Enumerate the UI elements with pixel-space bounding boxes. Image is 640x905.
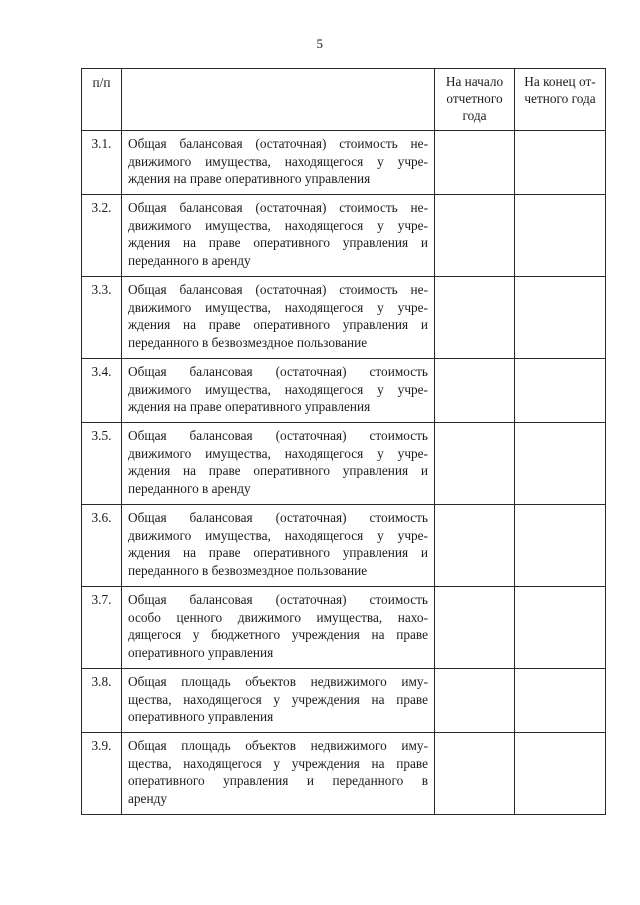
table-row (82, 733, 606, 815)
indicator-line: переданного в аренду (128, 252, 251, 268)
indicator-line: аренду (128, 790, 167, 806)
value-period-end[interactable] (515, 587, 606, 669)
indicator-line: ждения на праве оперативного управления и (128, 463, 428, 478)
indicator-line: оперативного управления и переданного в (128, 773, 428, 788)
row-number: 3.4. (82, 359, 122, 423)
indicator-line: переданного в безвозмездное пользование (128, 562, 368, 578)
value-period-start[interactable] (435, 733, 515, 815)
table-row (82, 131, 606, 195)
indicator-line: Общая площадь объектов недвижимого иму- (128, 738, 428, 753)
header-period-end (515, 69, 606, 131)
property-report-table (81, 68, 606, 815)
indicator-line: Общая балансовая (остаточная) стоимость не- (128, 200, 428, 215)
indicator-line: ждения на праве оперативного управления (128, 399, 371, 414)
row-indicator (122, 505, 435, 587)
row-number: 3.7. (82, 587, 122, 669)
value-period-start[interactable] (435, 587, 515, 669)
row-indicator (122, 587, 435, 669)
value-period-end[interactable] (515, 423, 606, 505)
value-period-end[interactable] (515, 131, 606, 195)
indicator-line: Общая балансовая (остаточная) стоимость (128, 364, 428, 379)
row-indicator (122, 195, 435, 277)
value-period-start[interactable] (435, 669, 515, 733)
indicator-line: движимого имущества, находящегося у учре- (128, 153, 428, 169)
indicator-line: Общая площадь объектов недвижимого иму- (128, 674, 428, 689)
value-period-end[interactable] (515, 669, 606, 733)
indicator-line: щества, находящегося у учреждения на праве (128, 691, 428, 707)
indicator-line: ждения на праве оперативного управления (128, 171, 371, 186)
row-number: 3.3. (82, 277, 122, 359)
table-row (82, 505, 606, 587)
row-indicator (122, 733, 435, 815)
indicator-line: переданного в безвозмездное пользование (128, 334, 368, 350)
row-number: 3.9. (82, 733, 122, 815)
table-row (82, 195, 606, 277)
table-row (82, 587, 606, 669)
header-indicator (122, 69, 435, 131)
indicator-line: Общая балансовая (остаточная) стоимость не- (128, 282, 428, 297)
value-period-start[interactable] (435, 277, 515, 359)
header-start-line: года (462, 108, 487, 123)
value-period-start[interactable] (435, 423, 515, 505)
value-period-end[interactable] (515, 733, 606, 815)
indicator-line: движимого имущества, находящегося у учре- (128, 299, 428, 315)
table-row (82, 277, 606, 359)
table-row (82, 423, 606, 505)
header-number: п/п (82, 69, 122, 131)
page-number: 5 (316, 36, 324, 51)
indicator-line: щества, находящегося у учреждения на праве (128, 755, 428, 771)
indicator-line: движимого имущества, находящегося у учре- (128, 217, 428, 233)
header-start-line: отчетного (446, 91, 503, 106)
table-row (82, 359, 606, 423)
indicator-line: движимого имущества, находящегося у учре- (128, 381, 428, 397)
value-period-end[interactable] (515, 505, 606, 587)
header-end-line: четного года (524, 91, 596, 106)
row-number: 3.5. (82, 423, 122, 505)
indicator-line: оперативного управления (128, 644, 274, 660)
table-body (82, 69, 606, 815)
indicator-line: Общая балансовая (остаточная) стоимость (128, 510, 428, 525)
row-indicator (122, 669, 435, 733)
row-number: 3.1. (82, 131, 122, 195)
indicator-line: переданного в аренду (128, 480, 251, 496)
table-header-row (82, 69, 606, 131)
indicator-line: движимого имущества, находящегося у учре- (128, 527, 428, 543)
row-indicator (122, 277, 435, 359)
row-indicator (122, 131, 435, 195)
value-period-start[interactable] (435, 131, 515, 195)
indicator-line: ждения на праве оперативного управления и (128, 317, 428, 332)
header-end-line: На конец от- (524, 74, 596, 89)
value-period-end[interactable] (515, 359, 606, 423)
value-period-end[interactable] (515, 195, 606, 277)
indicator-line: ждения на праве оперативного управления и (128, 545, 428, 560)
value-period-end[interactable] (515, 277, 606, 359)
value-period-start[interactable] (435, 359, 515, 423)
indicator-line: Общая балансовая (остаточная) стоимость (128, 428, 428, 443)
indicator-line: движимого имущества, находящегося у учре- (128, 445, 428, 461)
indicator-line: ждения на праве оперативного управления и (128, 235, 428, 250)
row-number: 3.2. (82, 195, 122, 277)
row-indicator (122, 359, 435, 423)
indicator-line: оперативного управления (128, 709, 274, 724)
header-period-start (435, 69, 515, 131)
table-row (82, 669, 606, 733)
row-number: 3.8. (82, 669, 122, 733)
value-period-start[interactable] (435, 505, 515, 587)
row-indicator (122, 423, 435, 505)
header-start-line: На начало (445, 74, 504, 89)
indicator-line: дящегося у бюджетного учреждения на праве (128, 627, 428, 642)
indicator-line: особо ценного движимого имущества, нахо- (128, 609, 428, 625)
row-number: 3.6. (82, 505, 122, 587)
indicator-line: Общая балансовая (остаточная) стоимость не- (128, 136, 428, 151)
value-period-start[interactable] (435, 195, 515, 277)
indicator-line: Общая балансовая (остаточная) стоимость (128, 592, 428, 607)
